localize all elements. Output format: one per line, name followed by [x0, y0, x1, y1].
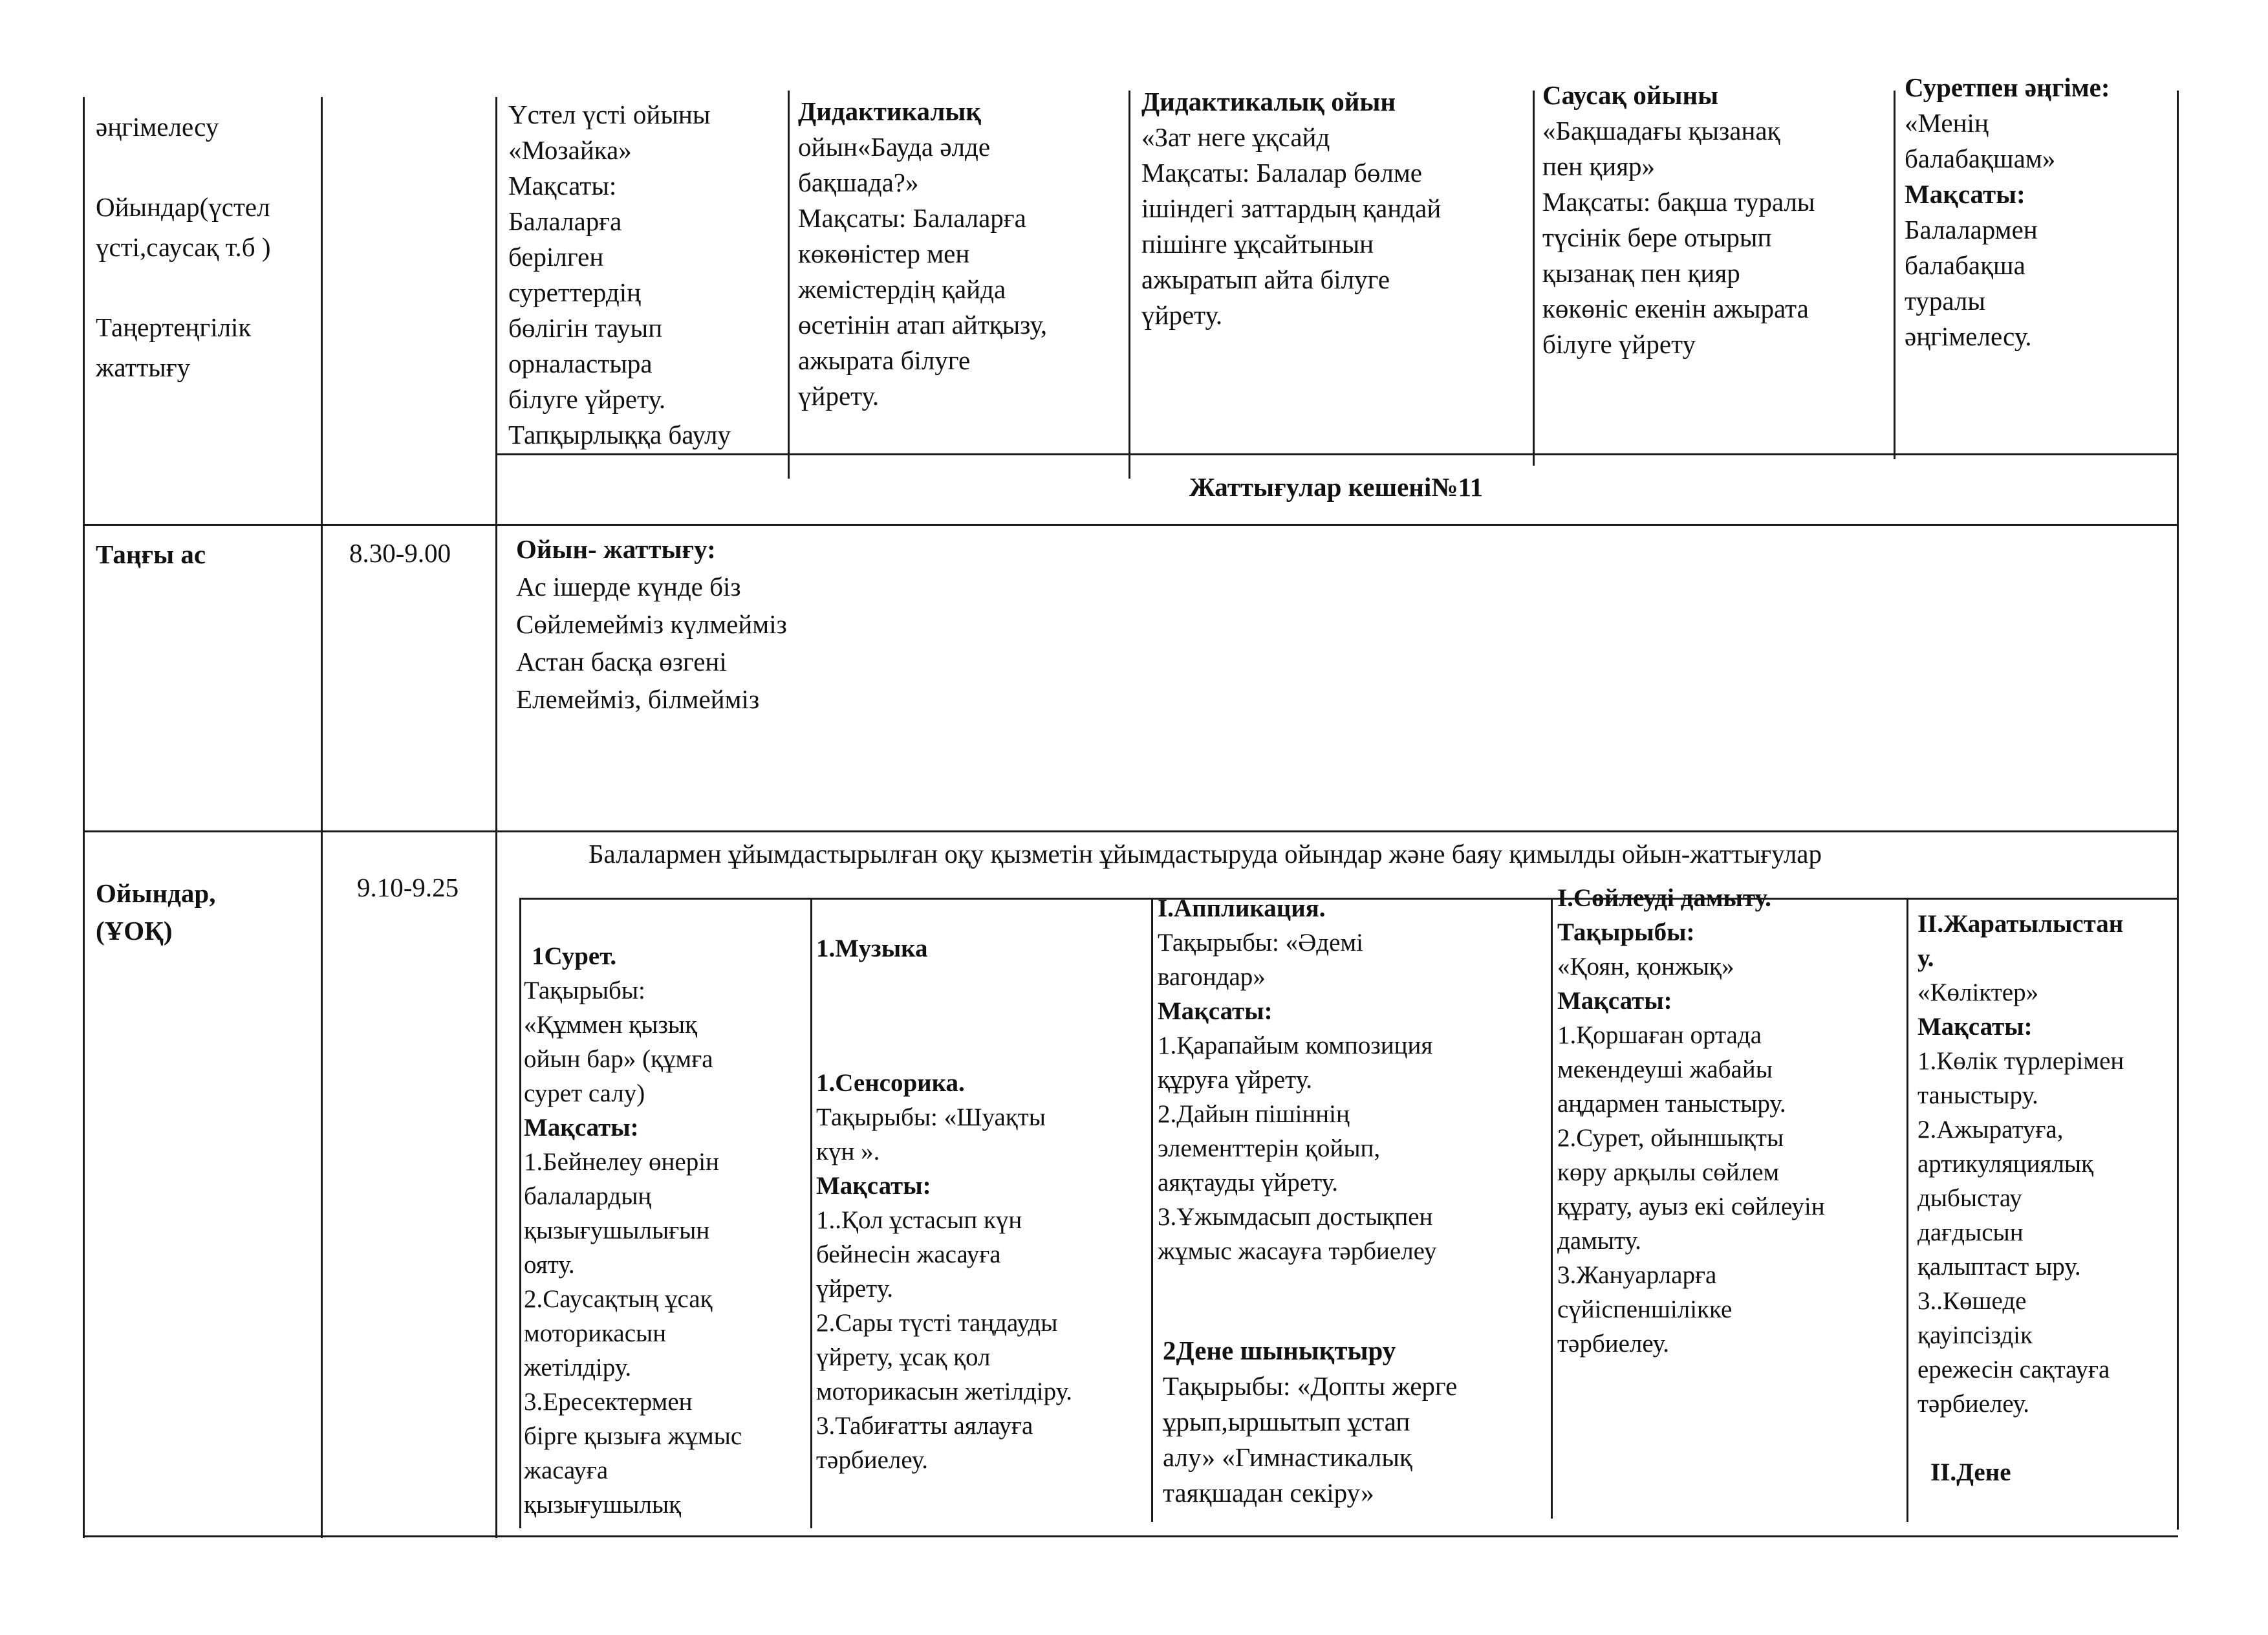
- game-line: «Менің: [1905, 108, 1989, 138]
- games-top-divider-2: [1129, 91, 1130, 479]
- lesson-line: тәрбиелеу.: [1557, 1330, 1670, 1358]
- lesson-line: 1.Бейнелеу өнерін: [524, 1148, 719, 1176]
- lesson-line: аңдармен таныстыру.: [1557, 1090, 1786, 1118]
- games-label: [96, 874, 316, 949]
- lesson-line: «Қоян, қонжық»: [1557, 953, 1734, 980]
- lesson-line: 2.Саусақтың ұсақ: [524, 1285, 713, 1313]
- table-border-bottom: [83, 1535, 2178, 1537]
- top-row-label: [96, 107, 316, 387]
- lesson-line: қауіпсіздік: [1917, 1321, 2033, 1349]
- game-line: ажыратып айта білуге: [1141, 265, 1390, 294]
- game-line: берілген: [508, 242, 604, 272]
- top-row-label-line: үсті,саусақ т.б ): [96, 232, 271, 262]
- lesson-line: алу» «Гимнастикалық: [1163, 1442, 1412, 1472]
- table-border-right: [2177, 91, 2179, 1530]
- lesson-line: ережесін сақтауға: [1917, 1356, 2110, 1383]
- lesson-line: І.Сөйлеуді дамыту.: [1557, 884, 1771, 912]
- game-line: жемістердің қайда: [798, 274, 1006, 304]
- lesson-line: Мақсаты:: [816, 1172, 931, 1200]
- lesson-line: 3.Ересектермен: [524, 1388, 693, 1416]
- lesson-line: 2.Сары түсті таңдауды: [816, 1309, 1058, 1337]
- lesson-line: үйрету.: [816, 1275, 894, 1303]
- game-line: көкөністер мен: [798, 239, 970, 268]
- lesson-line: қалыптаст ыру.: [1917, 1253, 2081, 1281]
- lesson-line: аяқтауды үйрету.: [1158, 1169, 1338, 1196]
- game-line: суреттердің: [508, 277, 642, 307]
- lesson-col-applique: [1158, 891, 1549, 1268]
- lesson-line: Мақсаты:: [1557, 987, 1672, 1015]
- lesson-line: Тақырыбы:: [1557, 918, 1695, 946]
- game-line: білуге үйрету.: [508, 384, 666, 414]
- lesson-line: Тақырыбы: «Әдемі: [1158, 929, 1363, 957]
- row-divider-breakfast-top: [83, 524, 2177, 526]
- lesson-line: моторикасын жетілдіру.: [816, 1378, 1072, 1405]
- lesson-line: ұрып,ыршытып ұстап: [1163, 1407, 1410, 1436]
- lesson-col-pe: [1163, 1333, 1551, 1511]
- table-col-divider-1: [321, 97, 323, 1538]
- lesson-line: 3..Көшеде: [1917, 1287, 2027, 1315]
- game-line: өсетінін атап айтқызу,: [798, 310, 1048, 340]
- game-line: Тапқырлыққа баулу: [508, 420, 731, 449]
- lesson-line: тәрбиелеу.: [816, 1446, 929, 1474]
- lesson-line: балалардың: [524, 1182, 652, 1210]
- lesson-line: моторикасын: [524, 1319, 667, 1347]
- game-card-didactic-garden: [798, 94, 1128, 414]
- lesson-line: сүйіспеншілікке: [1557, 1295, 1733, 1323]
- lesson-col-drawing: [524, 939, 808, 1522]
- lesson-line: Тақырыбы: «Допты жерге: [1163, 1371, 1458, 1401]
- game-line: білуге үйрету: [1542, 329, 1696, 359]
- lesson-line: 3.Жануарларға: [1557, 1261, 1717, 1289]
- lesson-line: сурет салу): [524, 1079, 645, 1107]
- breakfast-line: Елемейміз, білмейміз: [516, 684, 760, 714]
- lesson-line: ойын бар» (құмға: [524, 1045, 713, 1073]
- lesson-col-speech: [1557, 881, 1906, 1361]
- lesson-line: таныстыру.: [1917, 1081, 2038, 1109]
- lesson-line: құруға үйрету.: [1158, 1066, 1313, 1094]
- lesson-line: мекендеуші жабайы: [1557, 1056, 1773, 1083]
- lesson-line: тәрбиелеу.: [1917, 1390, 2030, 1418]
- game-line: қызанақ пен қияр: [1542, 258, 1740, 288]
- game-card-mozaika: [508, 97, 786, 453]
- game-title: Үстел үсті ойыны: [508, 100, 711, 129]
- lesson-line: І.Аппликация.: [1158, 894, 1326, 922]
- lesson-line: 3.Табиғатты аялауға: [816, 1412, 1033, 1440]
- games-label-line: Ойындар,: [96, 878, 216, 908]
- lesson-line: ІІ.Дене: [1930, 1458, 2011, 1486]
- game-title: Суретпен әңгіме:: [1905, 72, 2110, 102]
- game-line: Мақсаты:: [508, 171, 617, 200]
- lesson-line: «Көліктер»: [1917, 979, 2039, 1006]
- lesson-line: жетілдіру.: [524, 1354, 632, 1381]
- lesson-col-sensory: [816, 1066, 1146, 1477]
- game-line: балабақша: [1905, 250, 2025, 280]
- lesson-line: 1.Қарапайым композиция: [1158, 1032, 1433, 1059]
- lesson-music-title: 1.Музыка: [816, 935, 928, 962]
- lesson-line: Мақсаты:: [1917, 1013, 2033, 1041]
- game-line: туралы: [1905, 286, 1985, 316]
- lesson-line: 2.Ажыратуға,: [1917, 1116, 2064, 1143]
- lesson-line: 1.Қоршаған ортада: [1557, 1021, 1762, 1049]
- game-title: Дидактикалық: [798, 96, 981, 126]
- lesson-line: Мақсаты:: [524, 1114, 639, 1142]
- top-row-label-line: әңгімелесу: [96, 112, 219, 142]
- games-bottom-divider-1: [810, 898, 812, 1528]
- lesson-col-nature: [1917, 907, 2176, 1489]
- table-border-left: [83, 97, 85, 1538]
- lesson-line: ІІ.Жаратылыстан: [1917, 910, 2124, 938]
- game-card-story: [1905, 70, 2176, 354]
- lesson-line: құрату, ауыз екі сөйлеуін: [1557, 1193, 1825, 1220]
- game-line: «Зат неге ұқсайд: [1141, 122, 1330, 152]
- games-bottom-divider-4: [1906, 898, 1908, 1522]
- games-bottom-divider-3: [1551, 898, 1553, 1519]
- game-line: бақшада?»: [798, 168, 919, 197]
- games-time: 9.10-9.25: [357, 872, 459, 902]
- lesson-line: Тақырыбы: «Шуақты: [816, 1103, 1046, 1131]
- game-title: Дидактикалық ойын: [1141, 87, 1396, 116]
- top-row-label-line: [96, 147, 316, 187]
- lesson-line: вагондар»: [1158, 963, 1266, 991]
- lesson-line: у.: [1917, 944, 1934, 972]
- game-title: Саусақ ойыны: [1542, 80, 1719, 110]
- lesson-line: қызығушылығын: [524, 1217, 710, 1244]
- game-line: балабақшам»: [1905, 144, 2056, 173]
- lesson-line: бейнесін жасауға: [816, 1240, 1001, 1268]
- lesson-line: 2.Дайын пішіннің: [1158, 1100, 1350, 1128]
- lesson-line: Мақсаты:: [1158, 997, 1273, 1025]
- games-label-line: (ҰОҚ): [96, 916, 173, 946]
- game-line: үйрету.: [1141, 300, 1223, 330]
- lesson-line: артикуляциялық: [1917, 1150, 2094, 1178]
- games-top-divider-3: [1533, 91, 1535, 466]
- lesson-line: күн ».: [816, 1138, 880, 1165]
- top-row-label-line: Таңертеңгілік: [96, 312, 252, 342]
- exercise-complex-title: Жаттығулар кешені№11: [1189, 472, 1484, 502]
- lesson-line: [1917, 1421, 2176, 1455]
- game-line: бөлігін тауып: [508, 313, 663, 343]
- breakfast-line: Сөйлемейміз күлмейміз: [516, 609, 787, 639]
- lesson-line: дамыту.: [1557, 1227, 1641, 1255]
- games-bottom-divider-0: [519, 898, 521, 1528]
- lesson-line: Тақырыбы:: [524, 977, 645, 1004]
- lesson-line: 1.Көлік түрлерімен: [1917, 1047, 2124, 1075]
- game-line: орналастыра: [508, 349, 653, 378]
- game-line: Балалармен: [1905, 215, 2038, 244]
- game-line: Мақсаты: Балаларға: [798, 203, 1026, 233]
- lesson-line: элементтерін қойып,: [1158, 1134, 1381, 1162]
- lesson-line: 1.Сенсорика.: [816, 1069, 965, 1097]
- lesson-line: дыбыстау: [1917, 1184, 2022, 1212]
- top-row-label-line: жаттығу: [96, 352, 191, 382]
- game-line: көкөніс екенін ажырата: [1542, 294, 1809, 323]
- lesson-line: 1..Қол ұстасып күн: [816, 1206, 1022, 1234]
- top-row-label-line: Ойындар(үстел: [96, 192, 270, 222]
- lesson-line: 2Дене шынықтыру: [1163, 1336, 1396, 1365]
- lesson-line: жұмыс жасауға тәрбиелеу: [1158, 1237, 1437, 1265]
- games-bottom-divider-2: [1151, 898, 1153, 1522]
- lesson-line: 1Сурет.: [532, 942, 617, 970]
- lesson-line: «Құммен қызық: [524, 1011, 698, 1039]
- game-line: түсінік бере отырып: [1542, 222, 1772, 252]
- top-row-label-line: [96, 267, 316, 307]
- games-top-divider-1: [788, 91, 790, 479]
- lesson-line: көру арқылы сөйлем: [1557, 1158, 1780, 1186]
- game-line: Мақсаты: Балалар бөлме: [1141, 158, 1423, 188]
- game-card-didactic-shapes: [1141, 84, 1529, 333]
- breakfast-label: Таңғы ас: [96, 539, 206, 569]
- lesson-line: 2.Сурет, ойыншықты: [1557, 1124, 1784, 1152]
- game-card-finger: [1542, 78, 1892, 362]
- breakfast-line: Ас ішерде күнде біз: [516, 572, 741, 601]
- row-divider-games-top: [83, 830, 2177, 832]
- lesson-line: бірге қызыға жұмыс: [524, 1422, 742, 1450]
- game-line: пен қияр»: [1542, 151, 1656, 181]
- game-line: «Бақшадағы қызанақ: [1542, 116, 1780, 146]
- games-top-divider-4: [1894, 91, 1895, 459]
- game-line: әңгімелесу.: [1905, 321, 2032, 351]
- lesson-line: дағдысын: [1917, 1218, 2024, 1246]
- games-header: Балалармен ұйымдастырылған оқу қызметін ұйымдастыруда ойындар және баяу қимылды ойын-жаттығулар: [589, 839, 1822, 869]
- game-line: Мақсаты:: [1905, 179, 2025, 209]
- game-line: ажырата білуге: [798, 345, 971, 375]
- row-divider-exercise-top: [495, 453, 2177, 455]
- game-line: «Мозайка»: [508, 135, 632, 165]
- breakfast-poem: [516, 530, 1292, 718]
- lesson-line: үйрету, ұсақ қол: [816, 1343, 991, 1371]
- lesson-line: жасауға: [524, 1456, 609, 1484]
- lesson-line: қызығушылық: [524, 1491, 682, 1519]
- breakfast-time: 8.30-9.00: [349, 538, 451, 568]
- breakfast-line: Астан басқа өзгені: [516, 647, 727, 677]
- game-line: пішінге ұқсайтынын: [1141, 229, 1374, 259]
- breakfast-heading: Ойын- жаттығу:: [516, 534, 716, 564]
- lesson-line: ояту.: [524, 1251, 575, 1279]
- game-line: ішіндегі заттардың қандай: [1141, 193, 1442, 223]
- game-line: ойын«Бауда әлде: [798, 132, 991, 162]
- game-line: Балаларға: [508, 206, 622, 236]
- game-line: үйрету.: [798, 381, 880, 411]
- game-line: Мақсаты: бақша туралы: [1542, 187, 1815, 217]
- lesson-line: 3.Ұжымдасып достықпен: [1158, 1203, 1433, 1231]
- lesson-line: таяқшадан секіру»: [1163, 1478, 1374, 1508]
- table-col-divider-2: [495, 97, 497, 1538]
